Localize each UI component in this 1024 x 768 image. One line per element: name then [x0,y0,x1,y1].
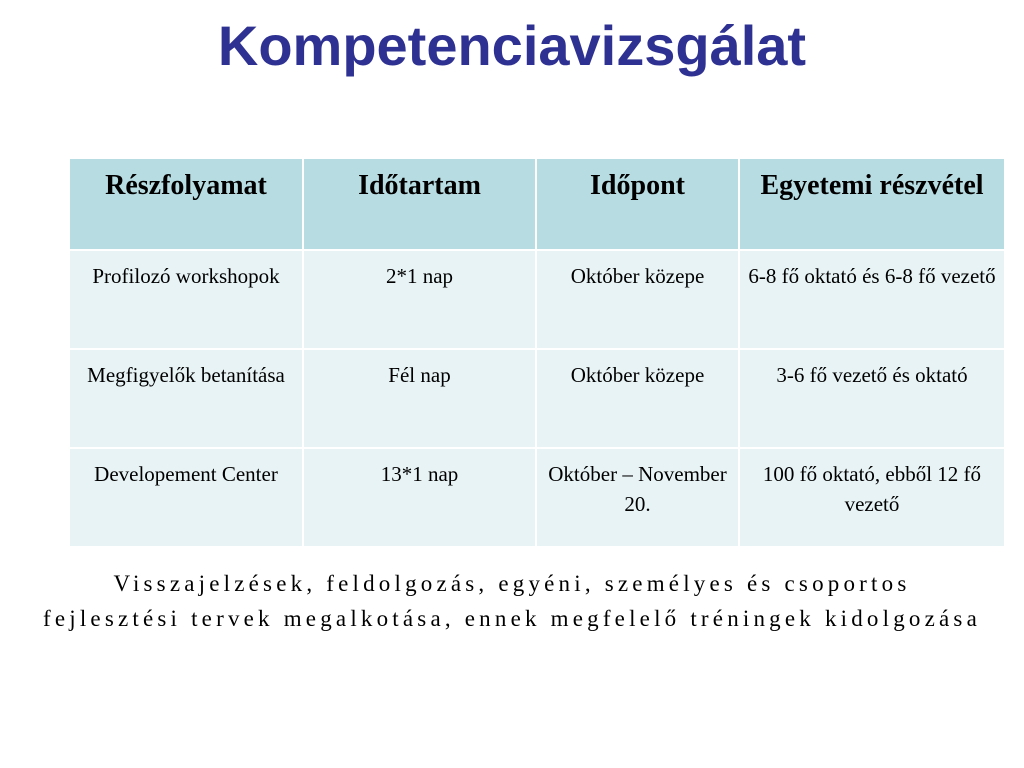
table-cell: 100 fő oktató, ebből 12 fő vezető [739,448,1005,547]
table-row [69,349,1005,448]
table-cell: Fél nap [303,349,536,448]
caption-text: Visszajelzések, feldolgozás, egyéni, személyes és csoportos fejlesztési tervek megalkotása, ennek megfelelő tréningek kidolgozása [42,571,981,631]
table-cell: Developement Center [69,448,303,547]
table-cell: Október közepe [536,349,739,448]
header-date: Időpont [536,158,739,250]
table-cell: Október – November 20. [536,448,739,547]
slide-title: Kompetenciavizsgálat [217,14,807,77]
header-duration: Időtartam [303,158,536,250]
table-row [69,448,1005,547]
table-cell: 13*1 nap [303,448,536,547]
table-cell: 2*1 nap [303,250,536,349]
table-cell: Október közepe [536,250,739,349]
schedule-table [68,157,1006,548]
header-university-participation: Egyetemi részvétel [739,158,1005,250]
table-header-row [69,158,1005,250]
table-row [69,250,1005,349]
header-subprocess: Részfolyamat [69,158,303,250]
table-cell: 3-6 fő vezető és oktató [739,349,1005,448]
table-cell: Megfigyelők betanítása [69,349,303,448]
table-cell: Profilozó workshopok [69,250,303,349]
table-cell: 6-8 fő oktató és 6-8 fő vezető [739,250,1005,349]
